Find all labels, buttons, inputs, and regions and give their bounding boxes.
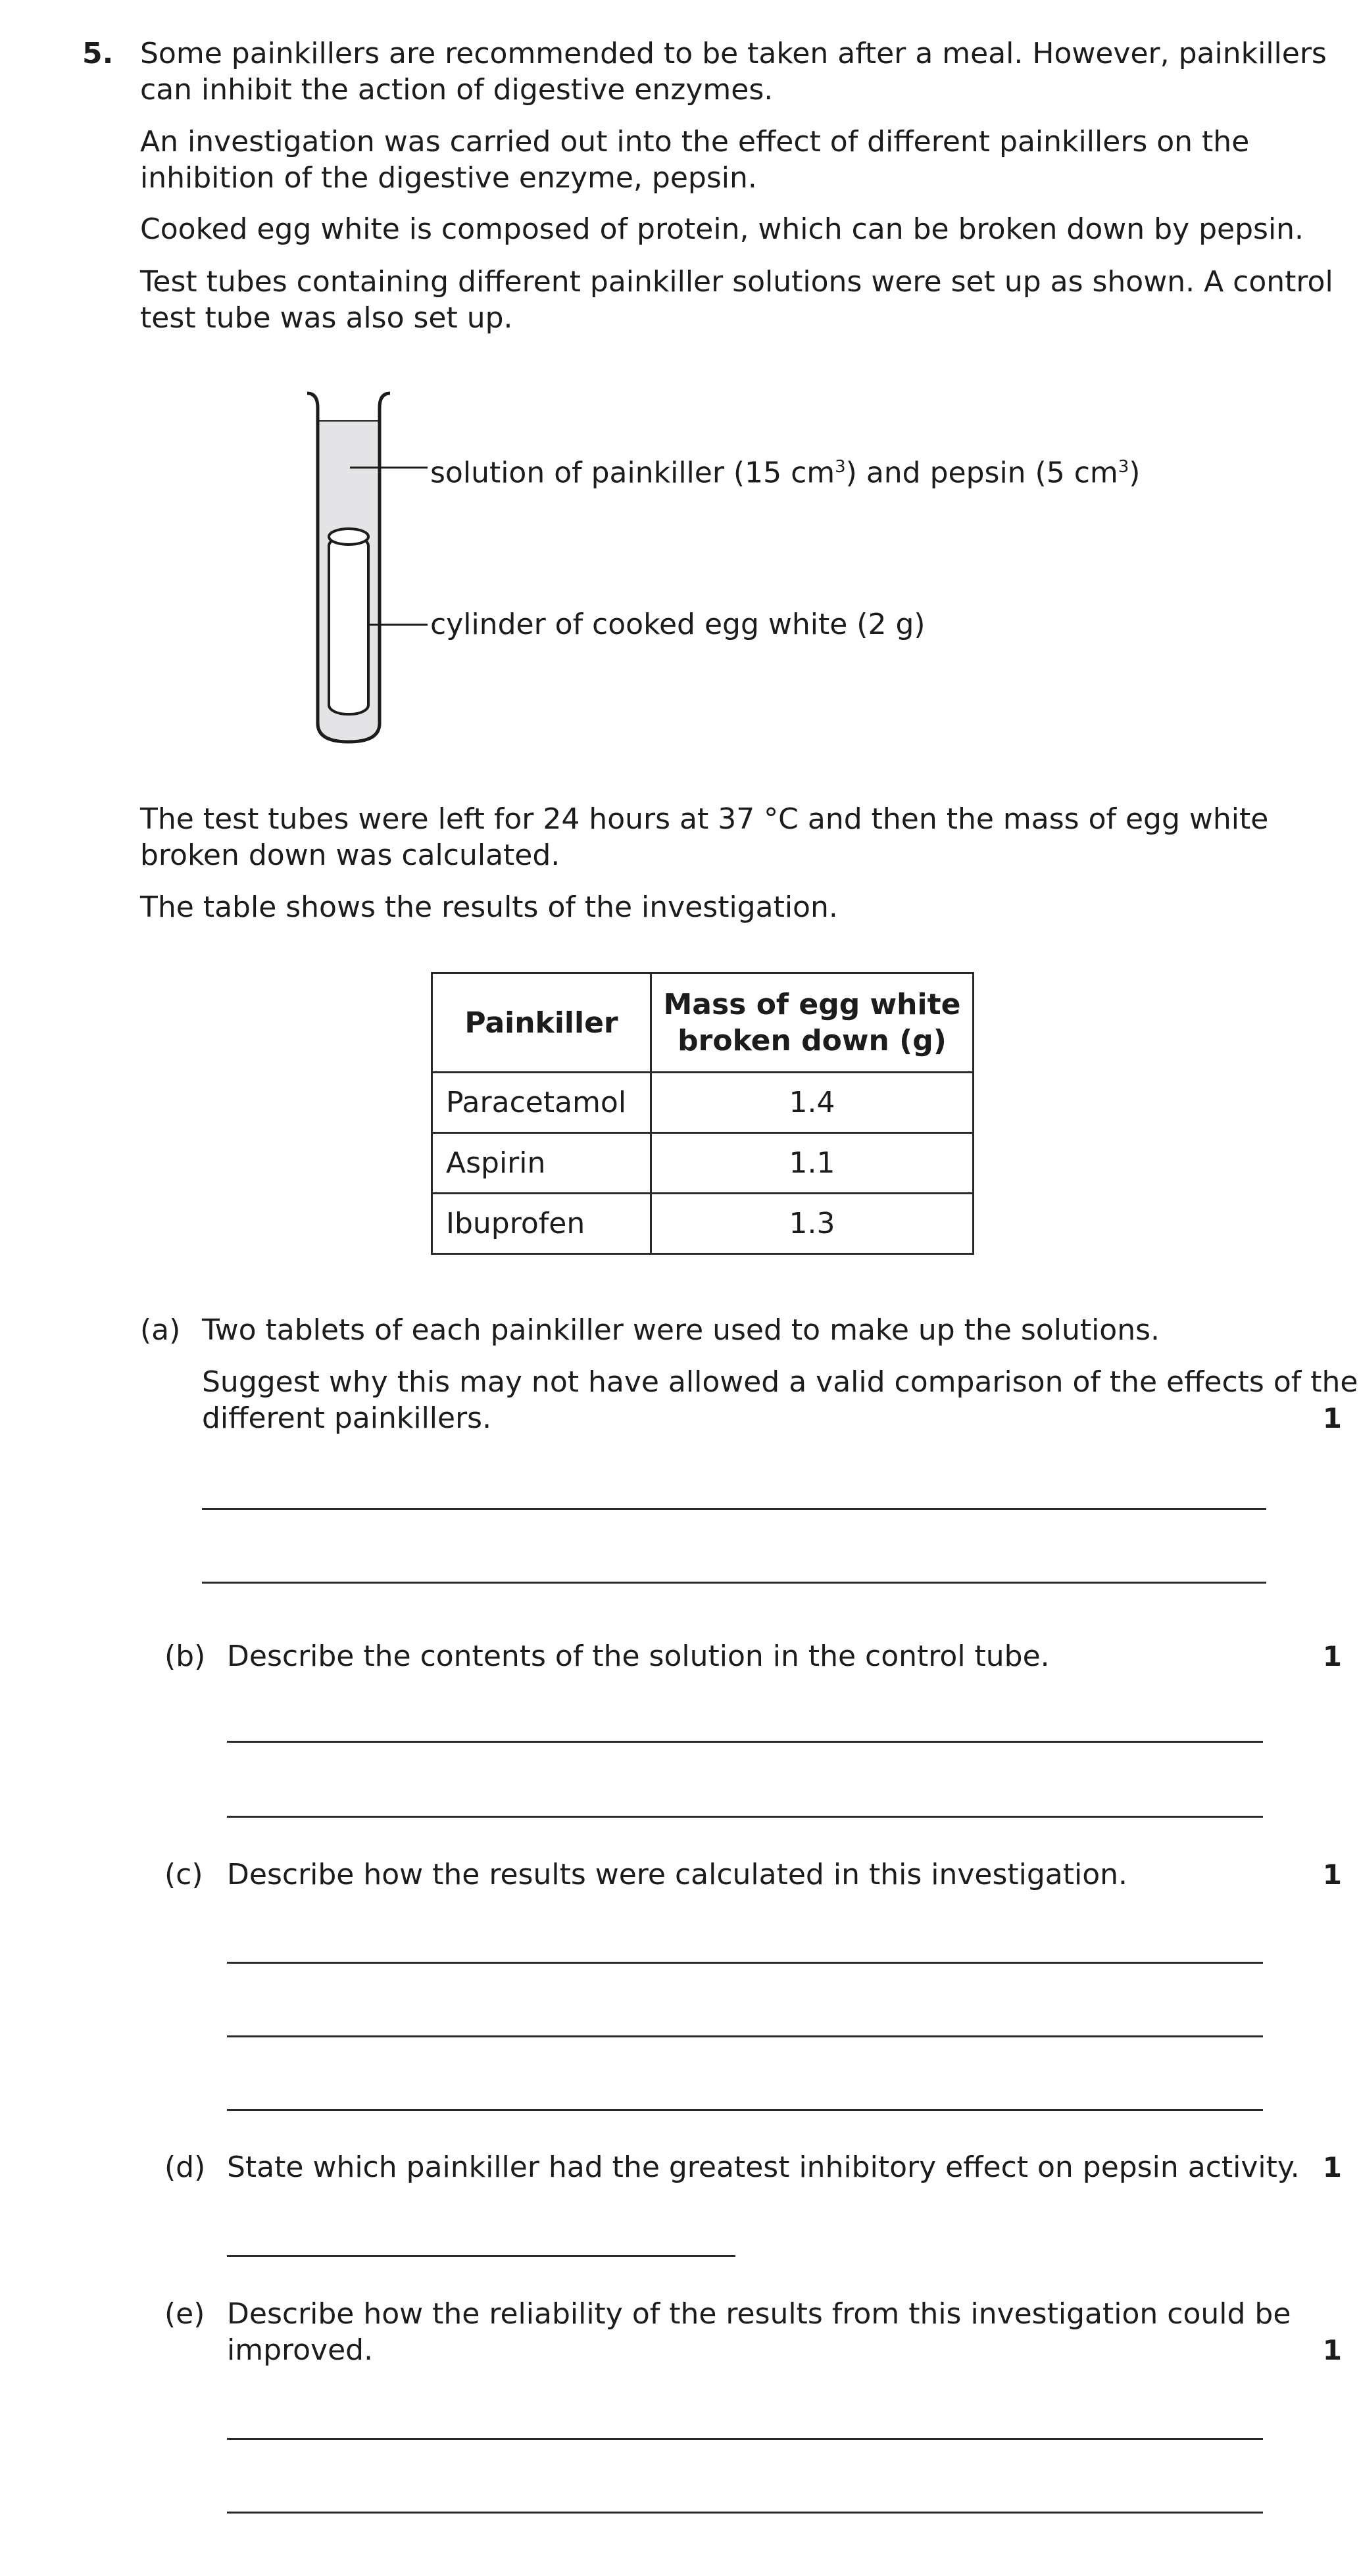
mass-cell: 1.3 xyxy=(651,1194,974,1254)
intro-p4-line2: test tube was also set up. xyxy=(140,301,513,335)
question-number: 5. xyxy=(82,37,114,70)
solution-label: solution of painkiller (15 $cm^3$) and pepsin (5 $cm^3$) xyxy=(430,456,1141,490)
part-e-line1: Describe how the reliability of the results from this investigation could be xyxy=(227,2297,1291,2331)
egg-white-label: cylinder of cooked egg white (2 g) xyxy=(430,608,926,641)
intro-p4-line1: Test tubes containing different painkiller solutions were set up as shown. A control xyxy=(140,265,1333,299)
intro-p1-line1: Some painkillers are recommended to be taken after a meal. However, painkillers xyxy=(140,37,1327,70)
part-c-line1: Describe how the results were calculated in this investigation. xyxy=(227,1858,1128,1891)
method-line2: broken down was calculated. xyxy=(140,838,560,872)
table-row xyxy=(432,1073,974,1133)
part-b-line1: Describe the contents of the solution in the control tube. xyxy=(227,1640,1050,1673)
intro-p1-line2: can inhibit the action of digestive enzymes. xyxy=(140,73,774,107)
part-e-line2: improved. xyxy=(227,2333,374,2367)
part-a-line1: Two tablets of each painkiller were used to make up the solutions. xyxy=(202,1313,1160,1347)
part-b-mark: 1 xyxy=(1322,1640,1342,1672)
part-c-answer-line-2[interactable] xyxy=(227,2035,1263,2037)
part-b-answer-line-1[interactable] xyxy=(227,1741,1263,1743)
part-b-answer-line-2[interactable] xyxy=(227,1816,1263,1818)
table-intro: The table shows the results of the investigation. xyxy=(140,890,838,924)
table-row xyxy=(432,1133,974,1194)
mass-cell: 1.4 xyxy=(651,1073,974,1133)
test-tube-diagram xyxy=(289,381,460,750)
part-e-answer-line-2[interactable] xyxy=(227,2512,1263,2514)
part-a-label: (a) xyxy=(140,1313,181,1347)
painkiller-cell: Paracetamol xyxy=(432,1073,651,1133)
part-a-line3: different painkillers. xyxy=(202,1401,492,1435)
part-c-answer-line-1[interactable] xyxy=(227,1962,1263,1964)
part-b-label: (b) xyxy=(164,1640,206,1673)
header-painkiller: Painkiller xyxy=(432,973,651,1073)
egg-white-cylinder xyxy=(329,537,368,714)
intro-p2-line1: An investigation was carried out into the effect of different painkillers on the xyxy=(140,125,1250,158)
part-a-mark: 1 xyxy=(1322,1402,1342,1434)
part-e-mark: 1 xyxy=(1322,2334,1342,2366)
part-d-line1: State which painkiller had the greatest inhibitory effect on pepsin activity. xyxy=(227,2151,1300,2184)
part-d-mark: 1 xyxy=(1322,2151,1342,2183)
egg-white-cylinder-top xyxy=(329,529,368,545)
intro-p2-line2: inhibition of the digestive enzyme, pepsin. xyxy=(140,161,757,195)
part-a-line2: Suggest why this may not have allowed a valid comparison of the effects of the xyxy=(202,1365,1358,1399)
intro-p3-line1: Cooked egg white is composed of protein, which can be broken down by pepsin. xyxy=(140,212,1304,246)
results-table xyxy=(431,972,974,1255)
method-line1: The test tubes were left for 24 hours at 37 °C and then the mass of egg white xyxy=(140,802,1269,836)
part-d-answer-line[interactable] xyxy=(227,2255,735,2257)
part-d-label: (d) xyxy=(164,2151,206,2184)
part-c-answer-line-3[interactable] xyxy=(227,2109,1263,2111)
part-a-answer-line-1[interactable] xyxy=(202,1508,1266,1510)
part-c-label: (c) xyxy=(164,1858,203,1891)
mass-cell: 1.1 xyxy=(651,1133,974,1194)
part-c-mark: 1 xyxy=(1322,1859,1342,1891)
part-a-answer-line-2[interactable] xyxy=(202,1582,1266,1584)
painkiller-cell: Aspirin xyxy=(432,1133,651,1194)
part-e-answer-line-1[interactable] xyxy=(227,2438,1263,2440)
part-e-label: (e) xyxy=(164,2297,205,2331)
table-header-row xyxy=(432,973,974,1073)
painkiller-cell: Ibuprofen xyxy=(432,1194,651,1254)
header-mass: Mass of egg white broken down (g) xyxy=(651,973,974,1073)
table-row xyxy=(432,1194,974,1254)
